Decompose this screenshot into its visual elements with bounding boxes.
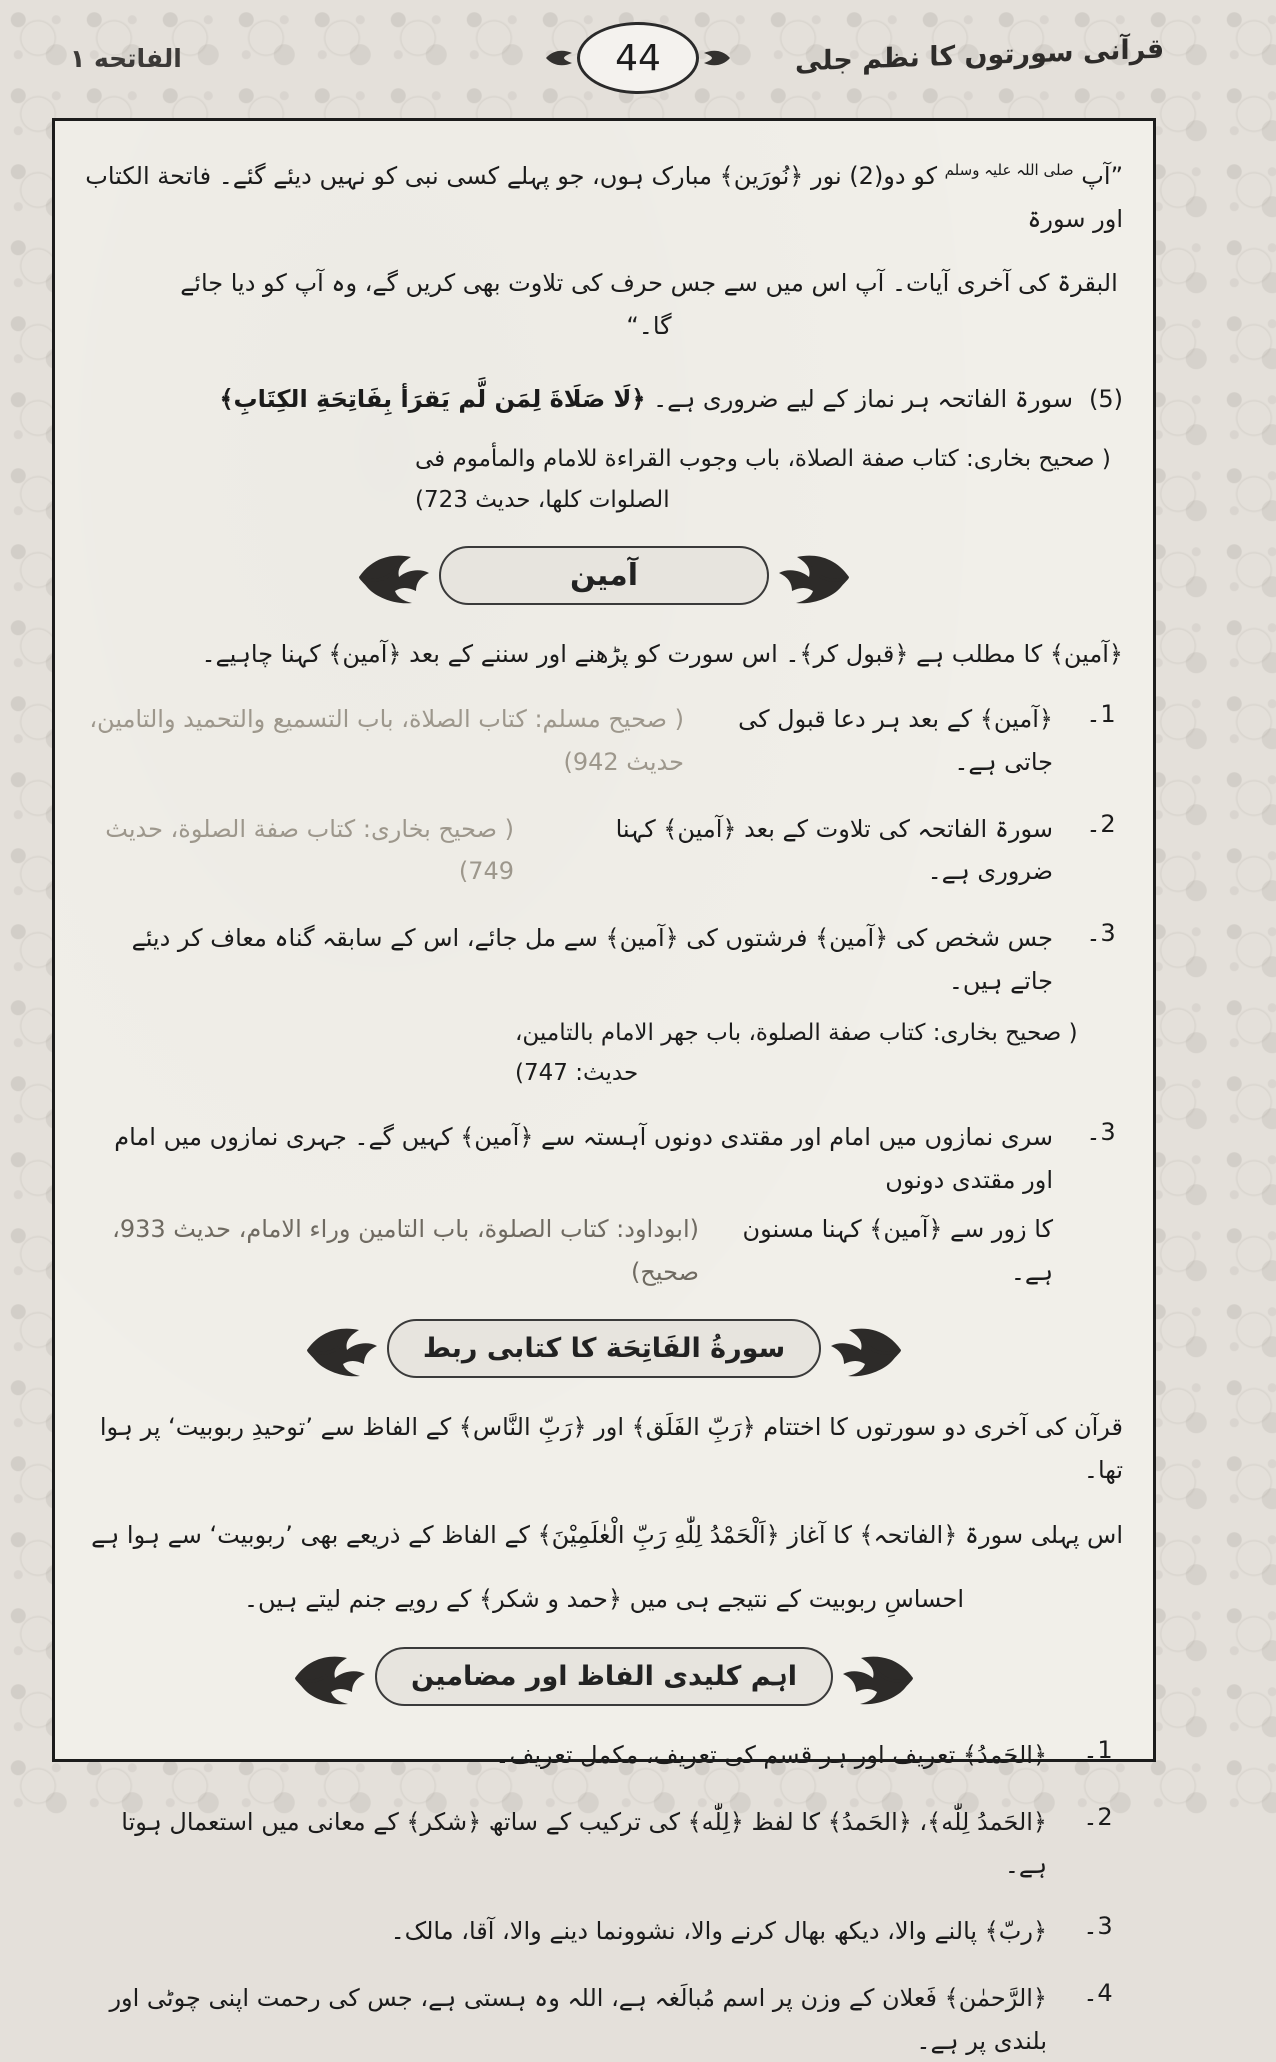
ameen-item-4	[85, 1116, 1123, 1201]
leaf-flourish-icon	[355, 547, 433, 605]
ameen-item-1	[85, 698, 1123, 783]
quote-line-1-text: کو دو(2) نور ﴿نُورَین﴾ مبارک ہوں، جو پہلے کسی نبی کو نہیں دیئے گئے۔ فاتحة الکتاب اور سورۃ	[85, 162, 1123, 233]
hadith-reference-747: ( صحیح بخاری: کتاب صفة الصلوة، باب جهر الامام بالتامین، حدیث: 747)	[515, 1019, 1078, 1087]
item-text: سری نمازوں میں امام اور مقتدی دونوں آہستہ سے ﴿آمین﴾ کہیں گے۔ جہری نمازوں میں امام اور مقتدی دونوں	[114, 1123, 1053, 1195]
ameen-item-2	[85, 808, 1123, 893]
item-marker: 2۔	[1086, 809, 1116, 838]
rabt-heading-text: سورةُ الفَاتِحَة کا کتابی ربط	[387, 1319, 821, 1378]
quote-open: ”آپ	[1073, 162, 1123, 190]
numbered-point-5	[85, 378, 1123, 421]
page-number-medallion	[545, 22, 731, 94]
page-number: 44	[577, 22, 699, 94]
item-reference: (ابوداود: کتاب الصلوة، باب التامین وراء الامام، حدیث 933، صحیح)	[112, 1214, 699, 1286]
item-text: ﴿آمین﴾ کے بعد ہر دعا قبول کی جاتی ہے۔	[738, 705, 1053, 776]
item-marker: 1۔	[1083, 1736, 1113, 1765]
ameen-item-4-continuation	[85, 1208, 1123, 1293]
item-text: ﴿الرَّحمٰن﴾ فَعلان کے وزن پر اسم مُبالَغہ ہے، اللہ وہ ہستی ہے، جس کی رحمت اپنی چوٹی اور بلندی پر ہے۔	[109, 1984, 1047, 2055]
point-5-urdu: سورۃ الفاتحہ ہر نماز کے لیے ضروری ہے۔	[653, 384, 1073, 413]
item-text: سورۃ الفاتحہ کی تلاوت کے بعد ﴿آمین﴾ کہنا ضروری ہے۔	[615, 814, 1053, 886]
point-5-marker: (5)	[1088, 384, 1123, 413]
honorific-mark: صلی اللہ علیہ وسلم	[944, 161, 1074, 179]
item-marker: 4۔	[1083, 1979, 1113, 2007]
item-body	[85, 808, 1053, 893]
medallion-left-fleuron-icon	[701, 45, 731, 71]
keyword-item-3	[85, 1910, 1123, 1953]
keyword-item-2	[85, 1801, 1123, 1886]
item-text: جس شخص کی ﴿آمین﴾ فرشتوں کی ﴿آمین﴾ سے مل جائے، اس کے سابقہ گناہ معاف کر دیئے جاتے ہیں۔	[131, 924, 1053, 995]
book-title: قرآنی سورتوں کا نظم جلی	[794, 33, 1164, 78]
ameen-meaning: ﴿آمین﴾ کا مطلب ہے ﴿قبول کر﴾۔ اس سورت کو پڑھنے اور سننے کے بعد ﴿آمین﴾ کہنا چاہیے۔	[201, 640, 1123, 669]
item-text-continued: کا زور سے ﴿آمین﴾ کہنا مسنون ہے۔	[742, 1214, 1053, 1286]
medallion-right-fleuron-icon	[545, 45, 575, 71]
leaf-flourish-icon	[303, 1320, 381, 1378]
item-marker: 3۔	[1083, 1912, 1113, 1941]
rabt-line-3: احساسِ ربوبیت کے نتیجے ہی میں ﴿حمد و شکر﴾ کے رویے جنم لیتے ہیں۔	[243, 1585, 965, 1614]
section-label: الفاتحه ۱	[70, 44, 182, 73]
point-5-text	[219, 378, 1072, 421]
item-marker: 2۔	[1083, 1802, 1113, 1831]
item-marker: 3۔	[1086, 1118, 1116, 1147]
quote-line-2: البقرۃ کی آخری آیات۔ آپ اس میں سے جس حرف کی تلاوت بھی کریں گے، وہ آپ کو دیا جائے گا۔“	[180, 269, 1118, 341]
keywords-heading-text: اہم کلیدی الفاظ اور مضامین	[375, 1647, 833, 1706]
hadith-reference-723: ( صحیح بخاری: کتاب صفة الصلاة، باب وجوب القراءة للامام والمأموم فی الصلوات کلها، حدیث 723)	[415, 445, 1111, 513]
section-heading-keywords	[85, 1647, 1123, 1706]
section-heading-ameen	[85, 546, 1123, 605]
item-text: ﴿ربّ﴾ پالنے والا، دیکھ بھال کرنے والا، نشوونما دینے والا، آقا، مالک۔	[390, 1917, 1047, 1946]
leaf-flourish-icon	[839, 1648, 917, 1706]
point-5-arabic-quote: ﴿لَا صَلَاةَ لِمَن لَّم يَقرَأ بِفَاتِحَةِ الكِتَابِ﴾	[219, 384, 646, 413]
content-frame	[52, 118, 1156, 2055]
quote-line-1	[85, 155, 1123, 240]
leaf-flourish-icon	[775, 547, 853, 605]
keyword-item-1	[85, 1734, 1123, 1777]
keyword-item-4	[85, 1977, 1123, 2062]
item-marker: 3۔	[1086, 919, 1116, 948]
rabt-line-2: اس پہلی سورۃ ﴿الفاتحہ﴾ کا آغاز ﴿اَلْحَمْدُ لِلّٰهِ رَبِّ الْعٰلَمِيْنَ﴾ کے الفاظ کے ذریعے بھی ’ربوبیت‘ سے ہوا ہے	[91, 1520, 1123, 1549]
leaf-flourish-icon	[291, 1648, 369, 1706]
item-text: ﴿الحَمدُ لِلّٰه﴾، ﴿الحَمدُ﴾ کا لفظ ﴿لِلّٰه﴾ کی ترکیب کے ساتھ ﴿شکر﴾ کے معانی میں استعمال ہوتا ہے۔	[121, 1807, 1047, 1879]
leaf-flourish-icon	[827, 1320, 905, 1378]
item-reference: ( صحیح مسلم: کتاب الصلاة، باب التسمیع والتحمید والتامین، حدیث 942)	[89, 705, 684, 776]
item-body	[85, 698, 1053, 783]
item-text: ﴿الحَمدُ﴾ تعریف اور ہر قسم کی تعریف، مکمل تعریف۔	[495, 1741, 1047, 1770]
ameen-item-3	[85, 917, 1123, 1002]
rabt-line-1: قرآن کی آخری دو سورتوں کا اختتام ﴿رَبِّ الفَلَق﴾ اور ﴿رَبِّ النَّاس﴾ کے الفاظ سے ’توحیدِ ربوبیت‘ پر ہوا تھا۔	[99, 1413, 1123, 1484]
item-marker: 1۔	[1086, 700, 1116, 729]
ameen-heading-text: آمین	[439, 546, 769, 605]
item-reference: ( صحیح بخاری: کتاب صفة الصلوة، حدیث 749)	[105, 814, 515, 886]
section-heading-rabt	[85, 1319, 1123, 1378]
